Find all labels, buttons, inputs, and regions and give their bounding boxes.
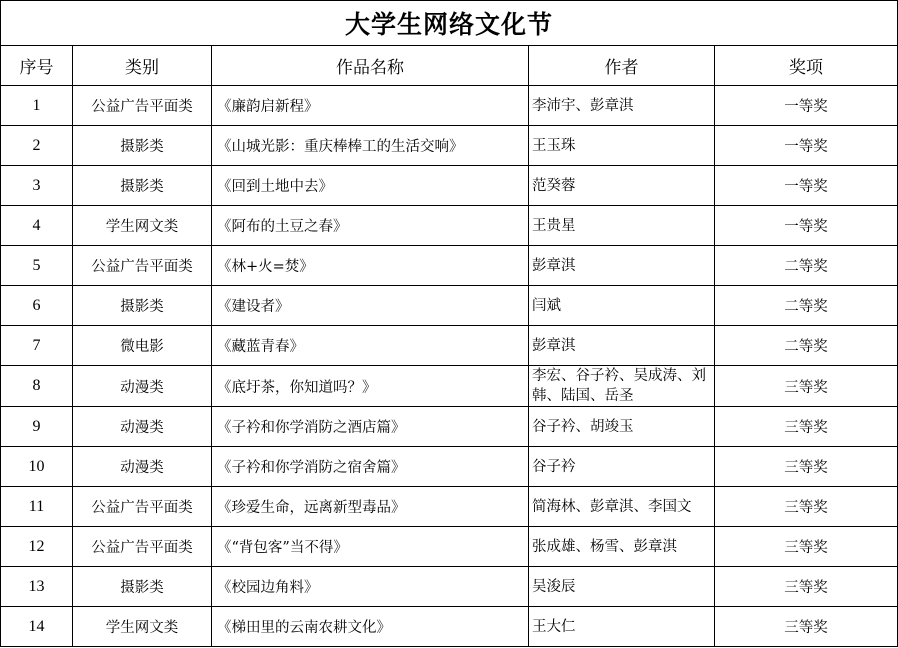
cell-category: 公益广告平面类 [73, 246, 212, 286]
cell-category: 动漫类 [73, 407, 212, 447]
cell-award: 三等奖 [715, 366, 898, 407]
table-row [1, 86, 898, 126]
cell-award: 一等奖 [715, 86, 898, 126]
table-row [1, 407, 898, 447]
table-row [1, 126, 898, 166]
cell-work: 《“背包客”当不得》 [212, 527, 529, 567]
cell-award: 三等奖 [715, 607, 898, 647]
cell-work: 《校园边角料》 [212, 567, 529, 607]
cell-work: 《藏蓝青春》 [212, 326, 529, 366]
table-row [1, 527, 898, 567]
cell-award: 二等奖 [715, 286, 898, 326]
cell-award: 一等奖 [715, 126, 898, 166]
cell-author: 范癸蓉 [529, 166, 715, 206]
cell-work: 《山城光影：重庆棒棒工的生活交响》 [212, 126, 529, 166]
cell-no: 14 [1, 607, 73, 647]
cell-work: 《子衿和你学消防之宿舍篇》 [212, 447, 529, 487]
header-work: 作品名称 [212, 46, 529, 86]
cell-category: 动漫类 [73, 447, 212, 487]
table-row [1, 366, 898, 407]
cell-work: 《子衿和你学消防之酒店篇》 [212, 407, 529, 447]
cell-work: 《珍爱生命，远离新型毒品》 [212, 487, 529, 527]
cell-author: 李沛宇、彭章淇 [529, 86, 715, 126]
cell-award: 三等奖 [715, 487, 898, 527]
cell-no: 5 [1, 246, 73, 286]
cell-author: 王贵星 [529, 206, 715, 246]
cell-author: 张成雄、杨雪、彭章淇 [529, 527, 715, 567]
cell-category: 动漫类 [73, 366, 212, 407]
cell-category: 公益广告平面类 [73, 527, 212, 567]
header-award: 奖项 [715, 46, 898, 86]
header-row [1, 46, 898, 86]
table-row [1, 567, 898, 607]
cell-award: 一等奖 [715, 166, 898, 206]
cell-category: 摄影类 [73, 166, 212, 206]
cell-author: 闫斌 [529, 286, 715, 326]
table-row [1, 286, 898, 326]
cell-no: 11 [1, 487, 73, 527]
table-row [1, 447, 898, 487]
cell-author: 王玉珠 [529, 126, 715, 166]
cell-work: 《廉韵启新程》 [212, 86, 529, 126]
header-author: 作者 [529, 46, 715, 86]
cell-no: 9 [1, 407, 73, 447]
cell-no: 12 [1, 527, 73, 567]
cell-category: 公益广告平面类 [73, 487, 212, 527]
cell-category: 学生网文类 [73, 206, 212, 246]
cell-category: 摄影类 [73, 286, 212, 326]
table-row [1, 206, 898, 246]
cell-no: 1 [1, 86, 73, 126]
cell-category: 摄影类 [73, 126, 212, 166]
cell-work: 《建设者》 [212, 286, 529, 326]
cell-no: 4 [1, 206, 73, 246]
cell-author: 李宏、谷子衿、吴成涛、刘韩、陆国、岳圣 [529, 366, 715, 407]
cell-no: 2 [1, 126, 73, 166]
cell-no: 6 [1, 286, 73, 326]
table-row [1, 246, 898, 286]
cell-no: 8 [1, 366, 73, 407]
cell-work: 《回到土地中去》 [212, 166, 529, 206]
cell-author: 简海林、彭章淇、李国文 [529, 487, 715, 527]
table-row [1, 326, 898, 366]
cell-no: 13 [1, 567, 73, 607]
cell-author: 吴浚辰 [529, 567, 715, 607]
cell-no: 3 [1, 166, 73, 206]
cell-no: 7 [1, 326, 73, 366]
cell-work: 《梯田里的云南农耕文化》 [212, 607, 529, 647]
cell-no: 10 [1, 447, 73, 487]
cell-award: 二等奖 [715, 326, 898, 366]
cell-award: 二等奖 [715, 246, 898, 286]
cell-author: 彭章淇 [529, 326, 715, 366]
cell-category: 摄影类 [73, 567, 212, 607]
cell-work: 《林+火=焚》 [212, 246, 529, 286]
cell-author: 谷子衿、胡竣玉 [529, 407, 715, 447]
cell-award: 一等奖 [715, 206, 898, 246]
cell-author: 谷子衿 [529, 447, 715, 487]
cell-author: 彭章淇 [529, 246, 715, 286]
cell-work: 《阿布的土豆之春》 [212, 206, 529, 246]
cell-award: 三等奖 [715, 527, 898, 567]
cell-work: 《底圩茶，你知道吗？》 [212, 366, 529, 407]
table-row [1, 607, 898, 647]
cell-category: 学生网文类 [73, 607, 212, 647]
header-category: 类别 [73, 46, 212, 86]
cell-award: 三等奖 [715, 567, 898, 607]
cell-category: 微电影 [73, 326, 212, 366]
cell-category: 公益广告平面类 [73, 86, 212, 126]
cell-author: 王大仁 [529, 607, 715, 647]
header-no: 序号 [1, 46, 73, 86]
table-row [1, 166, 898, 206]
cell-award: 三等奖 [715, 407, 898, 447]
table-title: 大学生网络文化节 [1, 1, 898, 46]
cell-award: 三等奖 [715, 447, 898, 487]
table-row [1, 487, 898, 527]
